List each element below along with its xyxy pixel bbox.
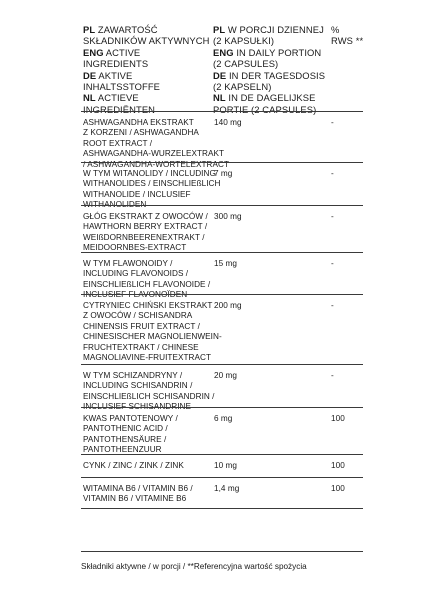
rws-percent: -	[331, 371, 334, 380]
ingredient-name	[83, 484, 211, 505]
header-line	[213, 47, 331, 58]
ingredient-name-line: ASHWAGANDHA-WURZELEXTRAKT	[83, 149, 225, 159]
ingredient-name-line: FRUCHTEXTRAKT / CHINESE	[83, 342, 199, 352]
ingredient-name-line: W TYM WITANOLIDY / INCLUDING	[83, 169, 216, 178]
daily-dose: 10 mg	[214, 461, 238, 470]
ingredient-name-line: MAGNOLIAVINE-FRUITEXTRACT	[83, 353, 212, 363]
ingredient-name-line: WEIßDORNBEERENEXTRAKT /	[83, 232, 205, 242]
ingredient-name-line: WITHANOLIDES / EINSCHLIEßLICH	[83, 179, 221, 189]
table-row	[81, 477, 363, 509]
header-text: RWS **	[331, 35, 364, 47]
daily-dose: 7 mg	[214, 169, 233, 178]
header-text: (2 CAPSULES)	[213, 58, 279, 70]
rws-percent: -	[331, 259, 334, 268]
daily-dose: 20 mg	[214, 371, 238, 380]
header-rws-column	[331, 24, 371, 47]
table-row	[81, 205, 363, 252]
header-line	[331, 35, 371, 46]
ingredient-name-line: W TYM SCHIZANDRYNY /	[83, 371, 183, 380]
ingredient-name	[83, 301, 222, 363]
rws-percent: 100	[331, 414, 345, 423]
language-code: ENG	[83, 46, 104, 58]
header-line	[213, 35, 331, 46]
language-code: ENG	[213, 46, 234, 58]
header-line	[331, 24, 371, 35]
header-line	[213, 81, 331, 92]
daily-dose: 200 mg	[214, 301, 242, 310]
header-text: INGREDIENTS	[83, 58, 149, 70]
ingredient-name	[83, 461, 211, 471]
footer-note	[81, 551, 363, 572]
ingredient-name	[83, 414, 211, 456]
ingredient-name-line: MEIDOORNBES-EXTRACT	[83, 243, 187, 253]
ingredient-name-line: GŁÓG EKSTRAKT Z OWOCÓW /	[83, 212, 208, 221]
ingredient-name-line: VITAMIN B6 / VITAMINE B6	[83, 494, 187, 504]
ingredient-name-line: EINSCHLIEßLICH FLAVONOIDE /	[83, 279, 211, 289]
header-line	[83, 47, 211, 58]
rws-percent: 100	[331, 461, 345, 470]
header-text: INHALTSSTOFFE	[83, 81, 161, 93]
header-daily-portion-column	[213, 24, 331, 115]
header-ingredients-column	[83, 24, 211, 115]
ingredient-name-line: INCLUSIEF SCHISANDRINE	[83, 402, 192, 412]
header-line	[83, 81, 211, 92]
ingredient-name-line: ROOT EXTRACT /	[83, 138, 153, 148]
header-text: AKTIVE	[96, 69, 133, 81]
ingredient-name-line: INCLUSIEF FLAVONOÏDEN	[83, 290, 188, 300]
table-row	[81, 364, 363, 412]
ingredient-name-line: Z KORZENI / ASHWAGANDHA	[83, 128, 199, 138]
language-code: PL	[213, 24, 226, 35]
table-row	[81, 294, 363, 364]
table-row	[81, 252, 363, 300]
rws-percent: -	[331, 118, 334, 127]
header-text: ZAWARTOŚĆ	[95, 24, 158, 35]
header-text: IN DE DAGELIJKSE	[225, 92, 316, 104]
rws-percent: -	[331, 169, 334, 178]
table-header	[0, 0, 445, 115]
language-code: NL	[83, 92, 96, 104]
header-text: PORTIE (2 CAPSULES)	[213, 103, 317, 115]
footer-note-text: Składniki aktywne / w porcji / **Referencyjna wartość spożycia	[81, 562, 307, 571]
ingredient-name-line: CHINENSIS FRUIT EXTRACT /	[83, 321, 200, 331]
daily-dose: 15 mg	[214, 259, 238, 268]
header-text: (2 KAPSUŁKI)	[213, 35, 275, 47]
daily-dose: 300 mg	[214, 212, 242, 221]
header-text: SKŁADNIKÓW AKTYWNYCH	[83, 35, 210, 47]
language-code: NL	[213, 92, 226, 104]
rws-percent: -	[331, 212, 334, 221]
daily-dose: 1,4 mg	[214, 484, 240, 493]
ingredient-name-line: / ASHWAGANDHA-WORTELEXTRACT	[83, 159, 230, 169]
header-text: (2 KAPSELN)	[213, 81, 272, 93]
header-line	[83, 35, 211, 46]
header-text: %	[331, 24, 340, 35]
ingredient-name-line: CYNK / ZINC / ZINK / ZINK	[83, 461, 184, 470]
header-line	[83, 58, 211, 69]
rws-percent: 100	[331, 484, 345, 493]
header-text: W PORCJI DZIENNEJ	[225, 24, 324, 35]
ingredient-name-line: INCLUDING SCHISANDRIN /	[83, 381, 193, 391]
ingredient-name-line: CYTRYNIEC CHIŃSKI EKSTRAKT	[83, 301, 213, 310]
ingredient-name-line: PANTOTHEENZUUR	[83, 445, 162, 455]
ingredient-name-line: PANTOTHENIC ACID /	[83, 424, 168, 434]
ingredient-name-line: PANTOTHENSÄURE /	[83, 434, 167, 444]
header-text: ACTIVE	[103, 46, 141, 58]
ingredient-name-line: WITHANOLIDE / INCLUSIEF	[83, 189, 191, 199]
daily-dose: 6 mg	[214, 414, 233, 423]
ingredient-name-line: CHINESISCHER MAGNOLIENWEIN-	[83, 332, 222, 342]
header-line	[213, 24, 331, 35]
language-code: PL	[83, 24, 96, 35]
header-text: INGREDIËNTEN	[83, 103, 156, 115]
table-row	[81, 111, 363, 169]
header-text: ACTIEVE	[95, 92, 139, 104]
table-row	[81, 454, 363, 477]
table-row	[81, 159, 363, 210]
ingredient-name-line: Z OWOCÓW / SCHISANDRA	[83, 311, 193, 321]
header-line	[213, 70, 331, 81]
header-line	[213, 58, 331, 69]
ingredient-name-line: EINSCHLIEßLICH SCHISANDRIN /	[83, 391, 215, 401]
header-text: IN DER TAGESDOSIS	[226, 69, 326, 81]
language-code: DE	[213, 69, 227, 81]
table-row	[81, 407, 363, 454]
ingredient-name-line: WITAMINA B6 / VITAMIN B6 /	[83, 484, 193, 493]
ingredient-name-line: WITHANOLIDEN	[83, 200, 147, 210]
header-line	[213, 92, 331, 103]
ingredient-name-line: KWAS PANTOTENOWY /	[83, 414, 178, 423]
ingredient-name-line: ASHWAGANDHA EKSTRAKT	[83, 118, 194, 127]
header-line	[83, 92, 211, 103]
header-line	[83, 24, 211, 35]
header-line	[83, 70, 211, 81]
language-code: DE	[83, 69, 97, 81]
ingredient-name	[83, 212, 211, 254]
ingredients-table	[81, 111, 363, 509]
rws-percent: -	[331, 301, 334, 310]
ingredient-name-line: HAWTHORN BERRY EXTRACT /	[83, 222, 208, 232]
ingredient-name-line: W TYM FLAWONOIDY /	[83, 259, 173, 268]
header-text: IN DAILY PORTION	[233, 46, 322, 58]
daily-dose: 140 mg	[214, 118, 242, 127]
ingredient-name-line: INCLUDING FLAVONOIDS /	[83, 269, 189, 279]
